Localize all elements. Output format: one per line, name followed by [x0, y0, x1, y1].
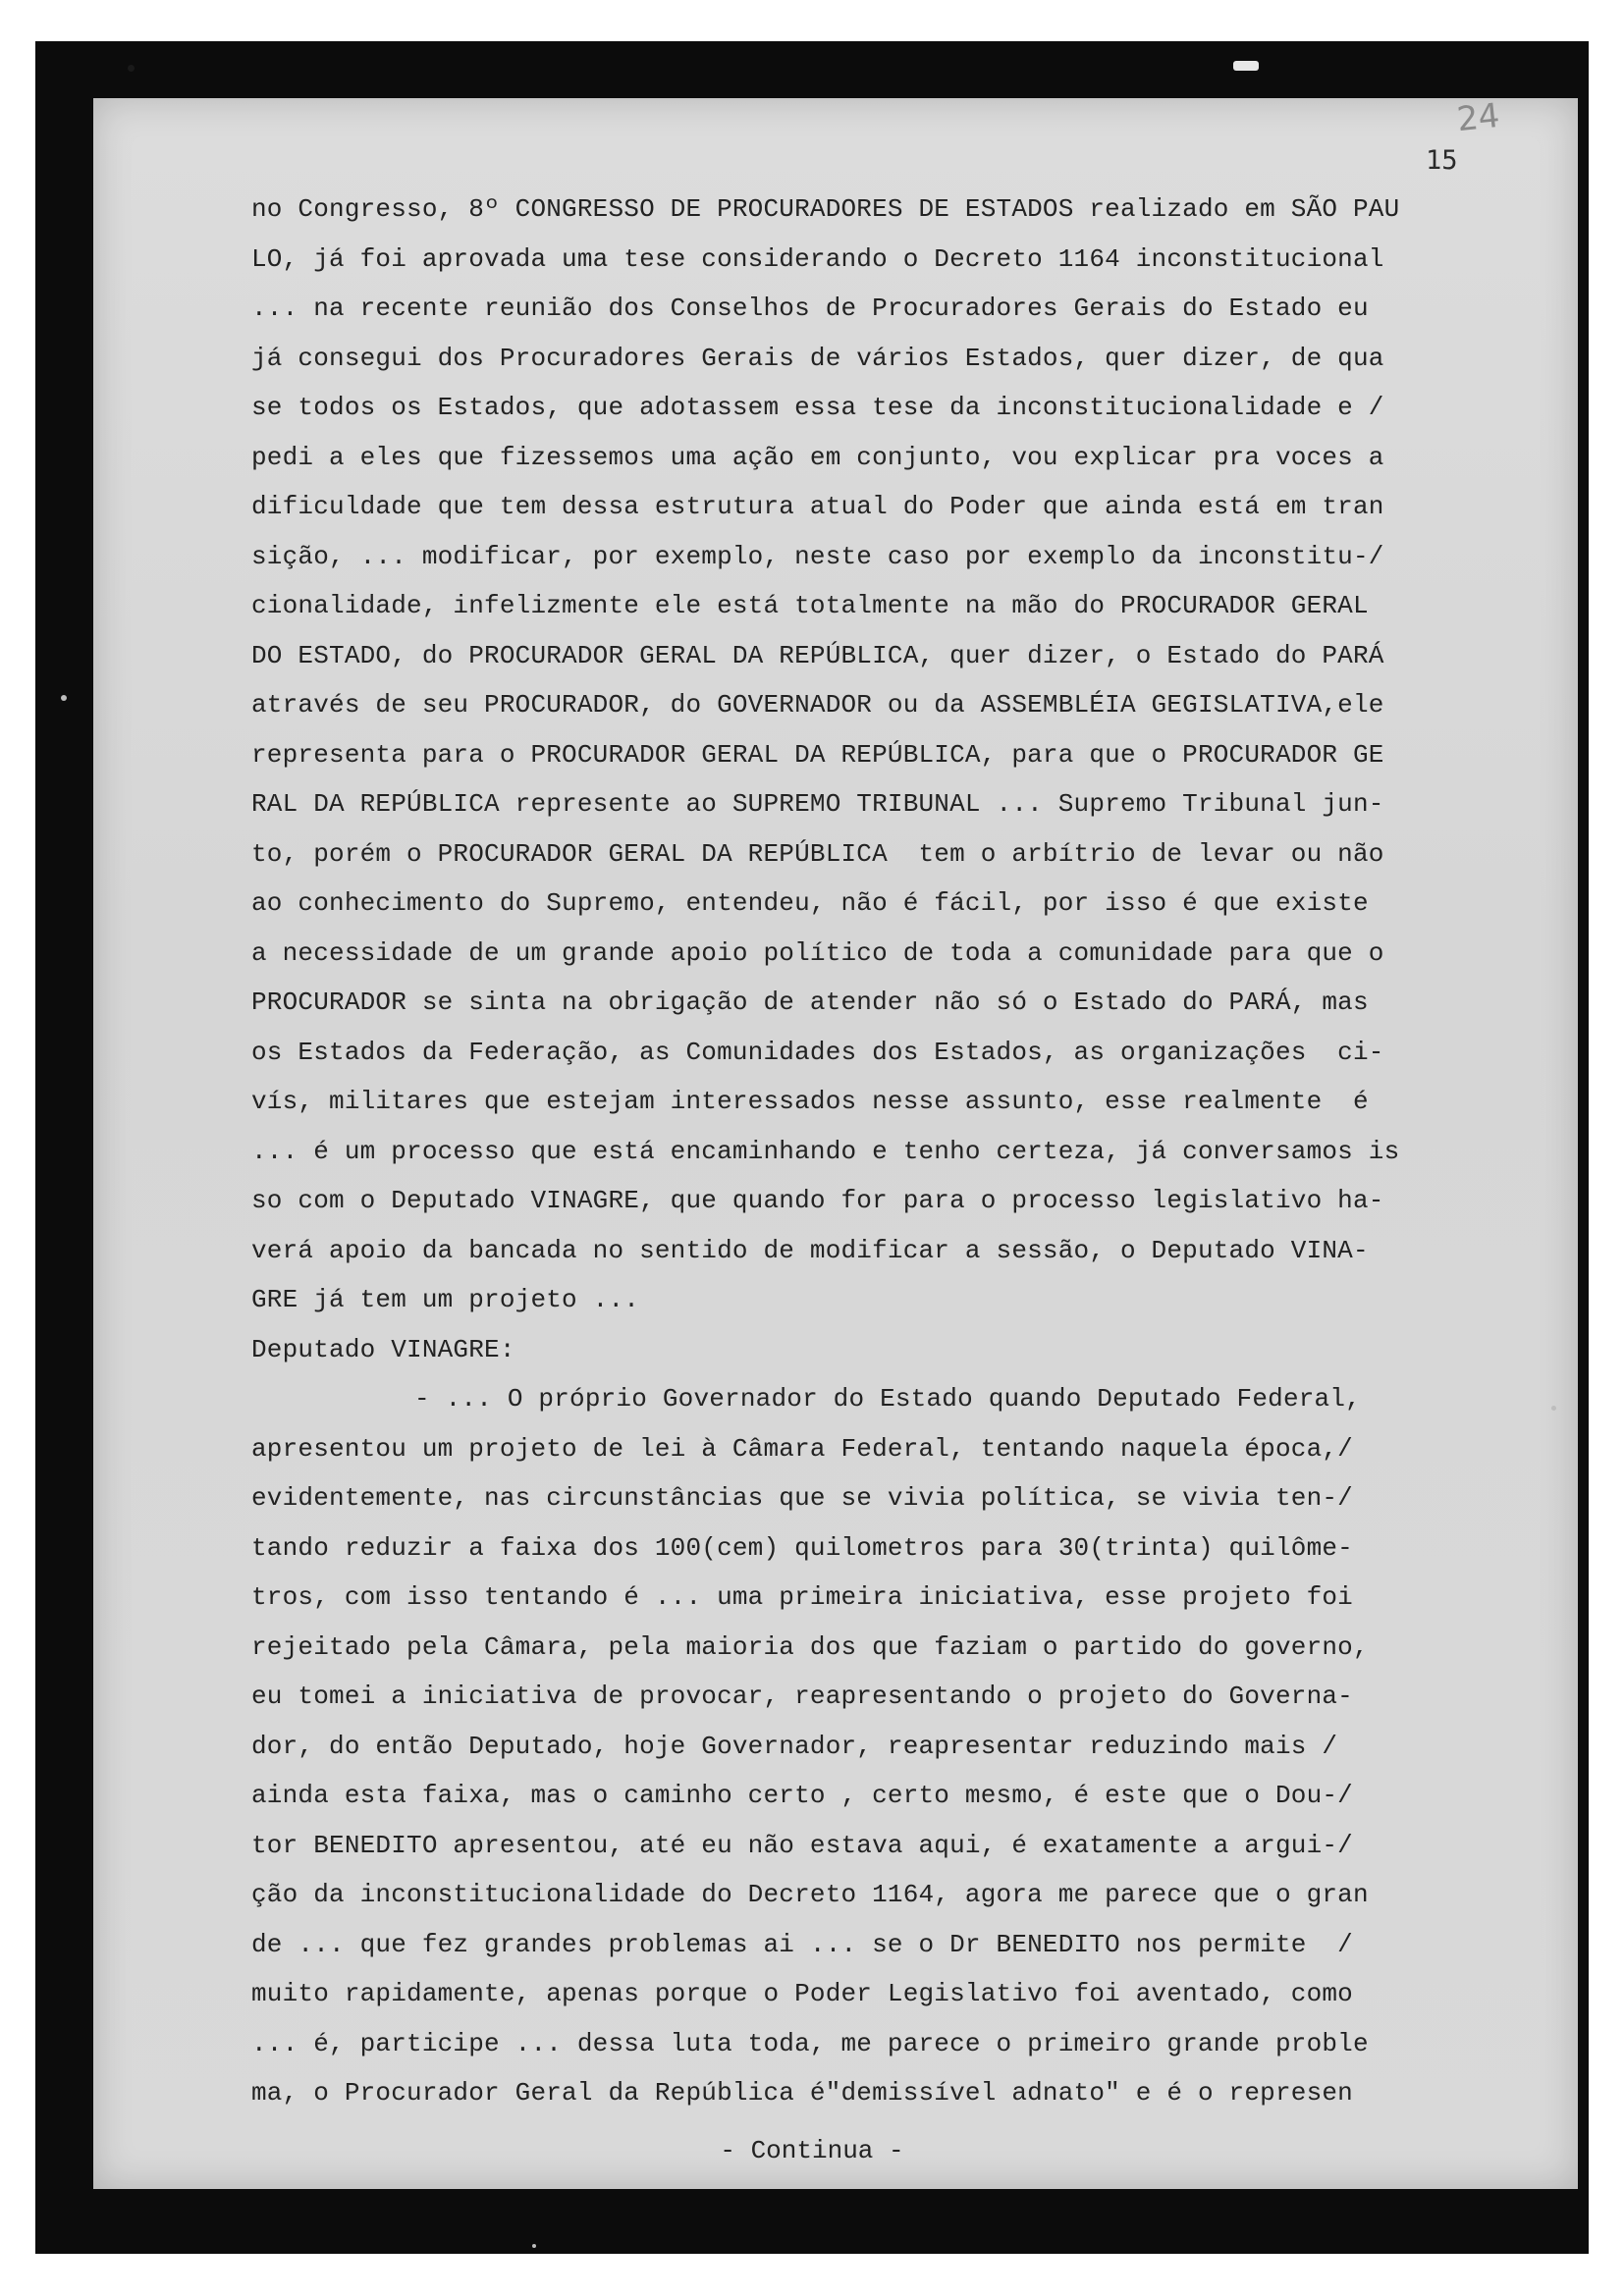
- text-line: já consegui dos Procuradores Gerais de vários Estados, quer dizer, de qua: [251, 343, 1384, 373]
- speech-line: evidentemente, nas circunstâncias que se vivia política, se vivia ten-/: [251, 1483, 1353, 1513]
- text-line: LO, já foi aprovada uma tese considerando o Decreto 1164 inconstitucional: [251, 243, 1384, 274]
- speech-line: tros, com isso tentando é ... uma primeira iniciativa, esse projeto foi: [251, 1582, 1353, 1612]
- speech-line: ma, o Procurador Geral da República é"demissível adnato" e é o represen: [251, 2078, 1353, 2108]
- scan-speck: [1551, 1406, 1556, 1411]
- text-line: se todos os Estados, que adotassem essa tese da inconstitucionalidade e /: [251, 393, 1384, 422]
- text-line: cionalidade, infelizmente ele está totalmente na mão do PROCURADOR GERAL: [251, 591, 1369, 620]
- footer-continua: - Continua -: [720, 2136, 904, 2165]
- text-line: DO ESTADO, do PROCURADOR GERAL DA REPÚBLICA, quer dizer, o Estado do PARÁ: [251, 640, 1384, 670]
- page-number: 15: [1426, 145, 1458, 176]
- text-line: através de seu PROCURADOR, do GOVERNADOR ou da ASSEMBLÉIA GEGISLATIVA,ele: [251, 690, 1384, 720]
- text-line: GRE já tem um projeto ...: [251, 1285, 640, 1314]
- text-line: ... é um processo que está encaminhando e tenho certeza, já conversamos is: [251, 1136, 1400, 1166]
- speech-line: tor BENEDITO apresentou, até eu não estava aqui, é exatamente a argui-/: [251, 1830, 1353, 1860]
- text-line: vís, militares que estejam interessados nesse assunto, esse realmente é: [251, 1087, 1369, 1116]
- speech-line: ainda esta faixa, mas o caminho certo , certo mesmo, é este que o Dou-/: [251, 1781, 1353, 1810]
- document-body: [251, 185, 1528, 2118]
- speech-line: apresentou um projeto de lei à Câmara Federal, tentando naquela época,/: [251, 1433, 1353, 1464]
- text-line: sição, ... modificar, por exemplo, neste caso por exemplo da inconstitu-/: [251, 541, 1384, 571]
- text-line: os Estados da Federação, as Comunidades dos Estados, as organizações ci-: [251, 1037, 1384, 1067]
- text-line: a necessidade de um grande apoio político de toda a comunidade para que o: [251, 937, 1384, 968]
- text-line: no Congresso, 8º CONGRESSO DE PROCURADORES DE ESTADOS realizado em SÃO PAU: [251, 194, 1400, 224]
- speech-line: dor, do então Deputado, hoje Governador, reapresentar reduzindo mais /: [251, 1731, 1338, 1761]
- speech-line: ... é, participe ... dessa luta toda, me parece o primeiro grande proble: [251, 2028, 1369, 2058]
- speech-line: tando reduzir a faixa dos 100(cem) quilometros para 30(trinta) quilôme-: [251, 1532, 1353, 1563]
- speech-line: eu tomei a iniciativa de provocar, reapresentando o projeto do Governa-: [251, 1682, 1353, 1711]
- text-line: to, porém o PROCURADOR GERAL DA REPÚBLICA tem o arbítrio de levar ou não: [251, 838, 1384, 869]
- text-line: ... na recente reunião dos Conselhos de Procuradores Gerais do Estado eu: [251, 294, 1369, 323]
- text-line: representa para o PROCURADOR GERAL DA REPÚBLICA, para que o PROCURADOR GE: [251, 739, 1384, 770]
- scan-speck: [532, 2244, 536, 2248]
- pencil-annotation: 24: [1455, 95, 1502, 140]
- speech-line: rejeitado pela Câmara, pela maioria dos que faziam o partido do governo,: [251, 1631, 1369, 1662]
- text-line: ao conhecimento do Supremo, entendeu, não é fácil, por isso é que existe: [251, 888, 1369, 918]
- text-line: dificuldade que tem dessa estrutura atual do Poder que ainda está em tran: [251, 492, 1384, 521]
- text-line: verá apoio da bancada no sentido de modificar a sessão, o Deputado VINA-: [251, 1235, 1369, 1265]
- scan-speck: [1233, 61, 1259, 71]
- scan-speck: [128, 65, 135, 72]
- speech-line: de ... que fez grandes problemas ai ... se o Dr BENEDITO nos permite /: [251, 1929, 1353, 1959]
- speech-line: ção da inconstitucionalidade do Decreto 1164, agora me parece que o gran: [251, 1880, 1369, 1909]
- text-line: PROCURADOR se sinta na obrigação de atender não só o Estado do PARÁ, mas: [251, 988, 1369, 1017]
- text-line: so com o Deputado VINAGRE, que quando for para o processo legislativo ha-: [251, 1186, 1384, 1215]
- text-line: RAL DA REPÚBLICA represente ao SUPREMO TRIBUNAL ... Supremo Tribunal jun-: [251, 789, 1384, 819]
- speaker-label: Deputado VINAGRE:: [251, 1334, 515, 1364]
- text-line: pedi a eles que fizessemos uma ação em conjunto, vou explicar pra voces a: [251, 442, 1384, 472]
- speech-line: muito rapidamente, apenas porque o Poder Legislativo foi aventado, como: [251, 1979, 1353, 2008]
- scan-speck: [61, 695, 67, 701]
- speech-line: - ... O próprio Governador do Estado quando Deputado Federal,: [414, 1384, 1361, 1414]
